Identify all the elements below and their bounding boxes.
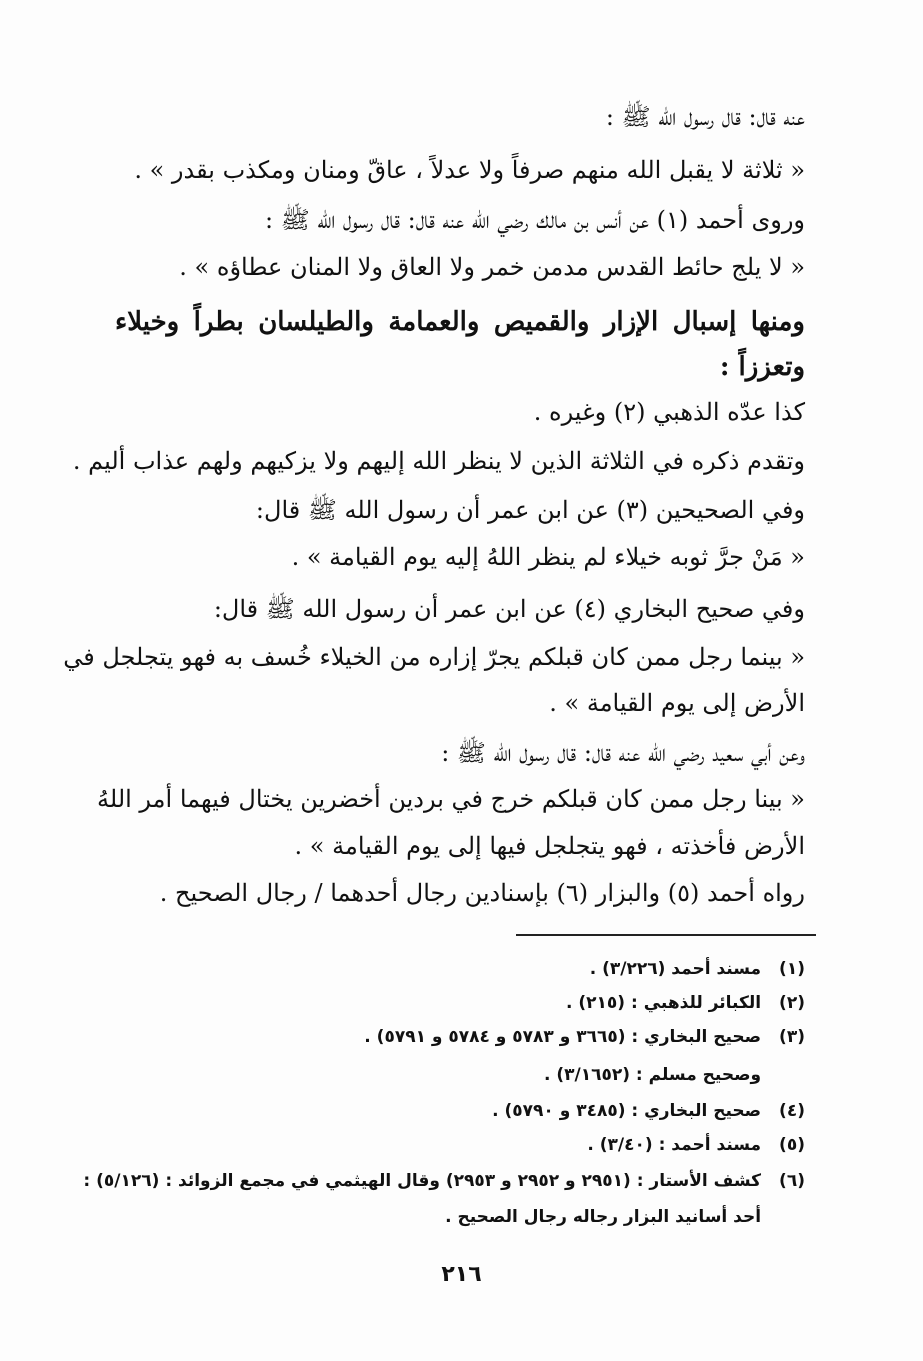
footnote-number: (٣) — [779, 1027, 805, 1047]
text-line: وتقدم ذكره في الثلاثة الذين لا ينظر الله إليهم ولا يزكيهم ولهم عذاب أليم . — [72, 447, 805, 475]
footnote — [85, 990, 805, 1016]
footnote-text: وصحيح مسلم : (٣/١٦٥٢) . — [543, 1065, 762, 1085]
section-heading: وتعززاً : — [719, 352, 805, 382]
text-line: وعن أبي سعيد رضي الله عنه قال: قال رسول الله ﷺ : — [441, 739, 805, 767]
section-heading: ومنها إسبال الإزار والقميص والعمامة والطيلسان بطراً وخيلاء — [115, 307, 805, 337]
footnote — [85, 1024, 805, 1050]
text-line: وفي الصحيحين (٣) عن ابن عمر أن رسول الله ﷺ قال: — [255, 496, 805, 524]
hadith-quote: « ثلاثة لا يقبل الله منهم صرفاً ولا عدلاً ، عاقّ ومنان ومكذب بقدر » . — [134, 156, 805, 184]
hadith-quote: الأرض فأخذته ، فهو يتجلجل فيها إلى يوم القيامة » . — [294, 832, 805, 860]
footnote — [85, 1098, 805, 1124]
footnote-number: (٥) — [779, 1135, 805, 1155]
footnote-text: أحد أسانيد البزار رجاله رجال الصحيح . — [445, 1207, 762, 1227]
footnote — [85, 1204, 805, 1230]
text-line: عنه قال: قال رسول الله ﷺ : — [605, 103, 805, 131]
hadith-quote: الأرض إلى يوم القيامة » . — [549, 689, 805, 717]
footnote-text: صحيح البخاري : (٣٦٦٥ و ٥٧٨٣ و ٥٧٨٤ و ٥٧٩١) . — [364, 1027, 762, 1047]
footnote-text: مسند أحمد : (٣/٤٠) . — [587, 1135, 762, 1155]
footnote-text: كشف الأستار : (٢٩٥١ و ٢٩٥٢ و ٢٩٥٣) وقال الهيثمي في مجمع الزوائد : (٥/١٢٦) : — [83, 1171, 762, 1191]
footnote-divider — [516, 934, 816, 936]
footnote — [85, 1168, 805, 1194]
footnote — [85, 1132, 805, 1158]
page-number: ٢١٦ — [441, 1262, 482, 1287]
footnote — [85, 956, 805, 982]
footnote — [85, 1062, 805, 1088]
footnote-number: (٤) — [779, 1101, 805, 1121]
text-line: كذا عدّه الذهبي (٢) وغيره . — [533, 398, 805, 426]
hadith-quote: « بينما رجل ممن كان قبلكم يجرّ إزاره من الخيلاء خُسف به فهو يتجلجل في — [63, 643, 805, 671]
text-line: وفي صحيح البخاري (٤) عن ابن عمر أن رسول الله ﷺ قال: — [213, 595, 805, 623]
hadith-quote: « لا يلج حائط القدس مدمن خمر ولا العاق ولا المنان عطاؤه » . — [179, 253, 805, 281]
footnote-number: (٢) — [779, 993, 805, 1013]
footnote-text: مسند أحمد (٣/٢٢٦) . — [589, 959, 762, 979]
hadith-quote: « مَنْ جرَّ ثوبه خيلاء لم ينظر اللهُ إليه يوم القيامة » . — [291, 543, 805, 571]
hadith-quote: « بينا رجل ممن كان قبلكم خرج في بردين أخضرين يختال فيهما أمر اللهُ — [97, 785, 805, 813]
text-line: وروى أحمد (١) عن أنس بن مالك رضي الله عنه قال: قال رسول الله ﷺ : — [265, 206, 805, 234]
footnote-number: (٦) — [779, 1171, 805, 1191]
footnote-text: الكبائر للذهبي : (٢١٥) . — [566, 993, 762, 1013]
text-line: رواه أحمد (٥) والبزار (٦) بإسنادين رجال أحدهما / رجال الصحيح . — [159, 879, 805, 907]
footnote-number: (١) — [779, 959, 805, 979]
footnote-text: صحيح البخاري : (٣٤٨٥ و ٥٧٩٠) . — [492, 1101, 762, 1121]
